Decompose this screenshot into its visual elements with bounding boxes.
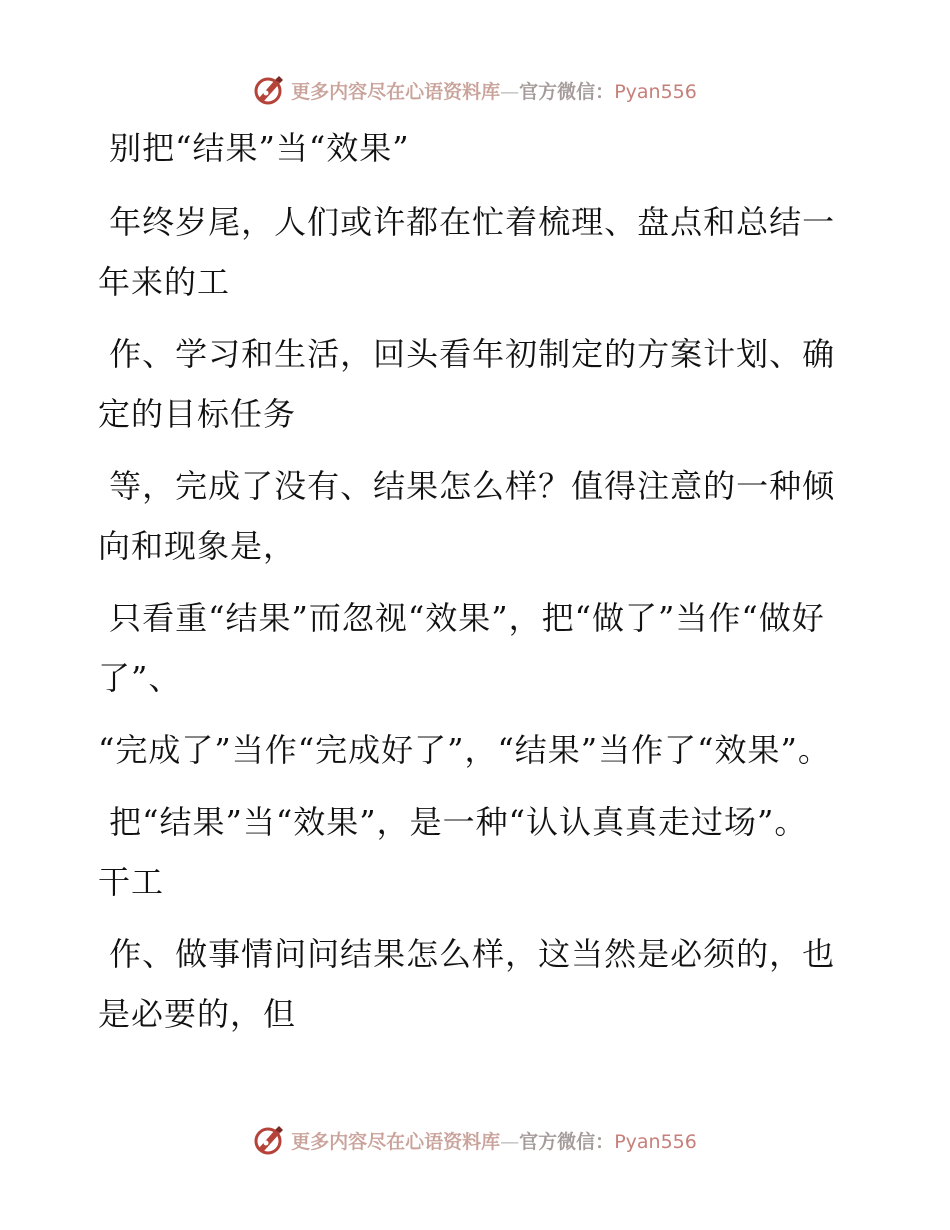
- paragraph: 作、学习和生活，回头看年初制定的方案计划、确定的目标任务: [98, 335, 836, 433]
- pen-logo-icon: [253, 74, 285, 106]
- banner-text: [291, 77, 697, 104]
- paragraph: 作、做事情问问结果怎么样，这当然是必须的，也是必要的，但: [98, 935, 836, 1033]
- banner-dash: —: [500, 80, 520, 103]
- banner-wechat-label: 官方微信：: [519, 80, 615, 103]
- footer-banner: [0, 1120, 950, 1160]
- header-banner: [0, 70, 950, 110]
- document-title: 别把“结果”当“效果”: [98, 129, 410, 167]
- banner-site-text: 更多内容尽在心语资料库: [291, 80, 501, 103]
- pen-logo-icon: [253, 1124, 285, 1156]
- paragraph: 等，完成了没有、结果怎么样？值得注意的一种倾向和现象是，: [98, 467, 836, 565]
- banner-wechat-account: Pyan556: [614, 1130, 697, 1153]
- document-body: [98, 118, 838, 1056]
- banner-wechat-label: 官方微信：: [519, 1130, 615, 1153]
- paragraph: 只看重“结果”而忽视“效果”，把“做了”当作“做好了”、: [98, 599, 825, 697]
- paragraph: 把“结果”当“效果”，是一种“认认真真走过场”。干工: [98, 803, 808, 901]
- paragraph: 年终岁尾，人们或许都在忙着梳理、盘点和总结一年来的工: [98, 203, 836, 301]
- paragraph: “完成了”当作“完成好了”，“结果”当作了“效果”。: [98, 731, 831, 769]
- banner-site-text: 更多内容尽在心语资料库: [291, 1130, 501, 1153]
- banner-dash: —: [500, 1130, 520, 1153]
- banner-wechat-account: Pyan556: [614, 80, 697, 103]
- banner-text: [291, 1127, 697, 1154]
